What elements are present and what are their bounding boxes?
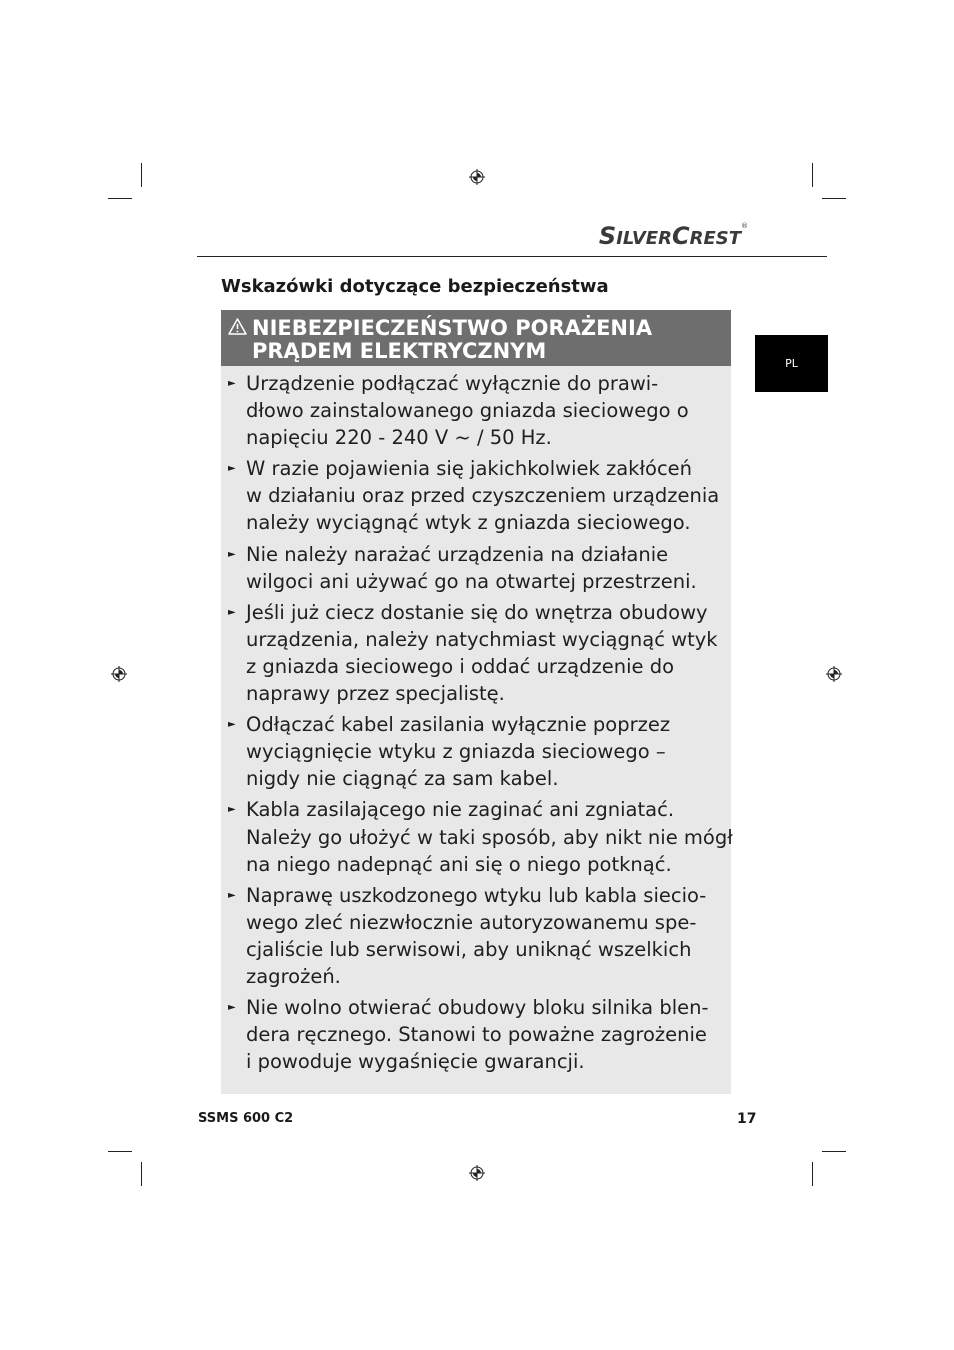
brand-logo-text: S (598, 222, 617, 250)
warning-list-line: i powoduje wygaśnięcie gwarancji. (246, 1050, 585, 1074)
crop-mark (108, 1151, 132, 1152)
model-number: SSMS 600 C2 (198, 1111, 294, 1126)
crop-mark (822, 1151, 846, 1152)
warning-list-line: Jeśli już ciecz dostanie się do wnętrza obudowy (246, 600, 708, 624)
warning-list-item (221, 599, 731, 707)
warning-list-line: w działaniu oraz przed czyszczeniem urządzenia (246, 484, 720, 508)
brand-logo-text: C (671, 222, 690, 250)
crop-mark (812, 1162, 813, 1186)
warning-list-item (221, 370, 731, 451)
warning-list-line: z gniazda sieciowego i oddać urządzenie do (246, 654, 675, 678)
warning-title-line: PRĄDEM ELEKTRYCZNYM (252, 339, 547, 363)
warning-heading (221, 310, 731, 366)
warning-list-line: cjaliście lub serwisowi, aby uniknąć wszelkich (246, 937, 692, 961)
language-tab: PL (755, 335, 828, 392)
warning-title-line: NIEBEZPIECZEŃSTWO PORAŻENIA (252, 316, 653, 340)
bullet-arrow-icon: ► (228, 719, 236, 731)
brand-logo-text: ILVER (616, 228, 672, 249)
bullet-arrow-icon: ► (228, 606, 236, 618)
warning-list-line: dera ręcznego. Stanowi to poważne zagrożenie (246, 1023, 707, 1047)
warning-list-line: Urządzenie podłączać wyłącznie do prawi- (246, 372, 659, 395)
warning-list-line: Nie wolno otwierać obudowy bloku silnika blen- (246, 996, 709, 1020)
warning-list-line: Kabla zasilającego nie zaginać ani zgniatać. (246, 798, 675, 822)
registration-mark-icon (111, 666, 127, 682)
crop-mark (822, 198, 846, 199)
warning-list-line: nigdy nie ciągnąć za sam kabel. (246, 767, 559, 791)
warning-list-item (221, 455, 731, 536)
warning-list-item (221, 541, 731, 595)
warning-list-line: dłowo zainstalowanego gniazda sieciowego o (246, 399, 689, 423)
warning-list-item (221, 994, 731, 1075)
bullet-arrow-icon: ► (228, 889, 236, 901)
warning-list (221, 370, 731, 1079)
section-title: Wskazówki dotyczące bezpieczeństwa (221, 276, 609, 297)
warning-list-line: Odłączać kabel zasilania wyłącznie poprzez (246, 713, 671, 737)
registered-mark: ® (741, 222, 748, 230)
warning-list-line: W razie pojawienia się jakichkolwiek zakłóceń (246, 457, 693, 481)
page-number: 17 (737, 1111, 757, 1127)
bullet-arrow-icon: ► (228, 548, 236, 560)
warning-list-item (221, 711, 731, 792)
bullet-arrow-icon: ► (228, 804, 236, 816)
warning-list-line: zagrożeń. (246, 964, 341, 988)
warning-list-line: Naprawę uszkodzonego wtyku lub kabla siecio- (246, 883, 707, 907)
brand-logo (599, 222, 748, 250)
registration-mark-icon (826, 666, 842, 682)
crop-mark (141, 1162, 142, 1186)
warning-list-line: urządzenia, należy natychmiast wyciągnąć wtyk (246, 627, 718, 651)
warning-list-line: wilgoci ani używać go na otwartej przestrzeni. (246, 569, 697, 593)
crop-mark (141, 163, 142, 187)
registration-mark-icon (469, 1165, 485, 1181)
warning-list-line: należy wyciągnąć wtyk z gniazda sieciowego. (246, 511, 691, 535)
warning-list-item (221, 882, 731, 990)
brand-logo-text: REST (689, 228, 741, 249)
warning-list-line: naprawy przez specjalistę. (246, 682, 505, 706)
bullet-arrow-icon: ► (228, 463, 236, 475)
bullet-arrow-icon: ► (228, 1002, 236, 1014)
warning-list-line: wego zleć niezwłocznie autoryzowanemu spe- (246, 910, 697, 934)
warning-list-line: Nie należy narażać urządzenia na działanie (246, 542, 669, 566)
warning-list-line: wyciągnięcie wtyku z gniazda sieciowego – (246, 740, 666, 764)
registration-mark-icon (469, 169, 485, 185)
warning-list-line: Należy go ułożyć w taki sposób, aby nikt nie mógł (246, 825, 733, 849)
crop-mark (108, 198, 132, 199)
bullet-arrow-icon: ► (228, 378, 236, 389)
warning-list-item (221, 796, 731, 877)
crop-mark (812, 163, 813, 187)
header-rule (197, 256, 827, 257)
warning-list-line: na niego nadepnąć ani się o niego potknąć. (246, 852, 672, 876)
warning-list-line: napięciu 220 - 240 V ~ / 50 Hz. (246, 426, 552, 450)
warning-triangle-icon (228, 318, 247, 335)
